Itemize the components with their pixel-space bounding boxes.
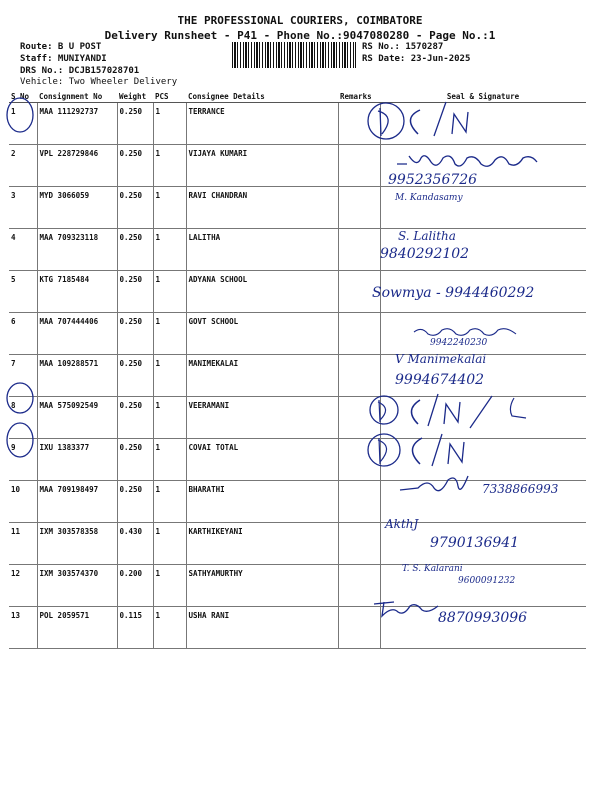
barcode-image (232, 42, 356, 68)
cell-consignment: MYD 3066059 (37, 187, 117, 229)
cell-pcs: 1 (153, 145, 186, 187)
cell-sno: 9 (9, 439, 37, 481)
cell-weight: 0.250 (117, 439, 153, 481)
cell-consignment: IXU 1383377 (37, 439, 117, 481)
row1-signature (362, 96, 492, 146)
cell-pcs: 1 (153, 565, 186, 607)
cell-consignment: MAA 709323118 (37, 229, 117, 271)
row7-phone2-handwritten: 9994674402 (395, 372, 485, 388)
cell-consignment: KTG 7185484 (37, 271, 117, 313)
cell-pcs: 1 (153, 481, 186, 523)
cell-sno: 13 (9, 607, 37, 649)
drs-label: DRS No.: DCJB157028701 (20, 66, 140, 76)
cell-remarks (338, 523, 380, 565)
runsheet-subtitle: Delivery Runsheet - P41 - Phone No.:9047080280 - Page No.:1 (104, 29, 496, 42)
row12-name-handwritten: T. S. Kalarani (402, 564, 463, 574)
cell-weight: 0.250 (117, 481, 153, 523)
cell-pcs: 1 (153, 523, 186, 565)
cell-consignee: SATHYAMURTHY (186, 565, 338, 607)
cell-sno: 2 (9, 145, 37, 187)
cell-weight: 0.250 (117, 271, 153, 313)
row2-signature-scribble (395, 150, 545, 172)
row8-signature (362, 388, 542, 432)
col-header-remarks: Remarks (338, 90, 380, 103)
company-title: THE PROFESSIONAL COURIERS, COIMBATORE (177, 14, 423, 27)
cell-remarks (338, 187, 380, 229)
cell-pcs: 1 (153, 271, 186, 313)
cell-consignee: MANIMEKALAI (186, 355, 338, 397)
vehicle-label: Vehicle: Two Wheeler Delivery (20, 77, 178, 87)
cell-pcs: 1 (153, 439, 186, 481)
cell-consignee: VEERAMANI (186, 397, 338, 439)
cell-sno: 11 (9, 523, 37, 565)
cell-pcs: 1 (153, 397, 186, 439)
row4-name-handwritten: S. Lalitha (398, 229, 456, 243)
rs-no-label: RS No.: 1570287 (362, 42, 444, 52)
cell-consignee: GOVT SCHOOL (186, 313, 338, 355)
row2-phone-handwritten: 9952356726 (388, 172, 478, 188)
cell-weight: 0.250 (117, 187, 153, 229)
cell-consignment: MAA 109288571 (37, 355, 117, 397)
cell-remarks (338, 145, 380, 187)
row11-phone-handwritten: 9790136941 (430, 535, 520, 551)
cell-weight: 0.115 (117, 607, 153, 649)
table-row (9, 229, 586, 271)
table-row (9, 187, 586, 229)
cell-consignee: COVAI TOTAL (186, 439, 338, 481)
cell-sno: 1 (9, 103, 37, 145)
cell-consignment: POL 2059571 (37, 607, 117, 649)
row5-handwritten: Sowmya - 9944460292 (372, 285, 535, 301)
cell-sno: 8 (9, 397, 37, 439)
cell-consignee: KARTHIKEYANI (186, 523, 338, 565)
row3-name-handwritten: M. Kandasamy (395, 193, 463, 203)
table-header-row (9, 90, 586, 103)
staff-label: Staff: MUNIYANDI (20, 54, 107, 64)
row9-signature (362, 428, 482, 472)
cell-consignee: ADYANA SCHOOL (186, 271, 338, 313)
row1-circle-mark (0, 95, 40, 135)
cell-consignee: RAVI CHANDRAN (186, 187, 338, 229)
cell-consignee: LALITHA (186, 229, 338, 271)
cell-consignee: BHARATHI (186, 481, 338, 523)
cell-remarks (338, 481, 380, 523)
cell-sno: 5 (9, 271, 37, 313)
cell-sno: 6 (9, 313, 37, 355)
cell-sno: 10 (9, 481, 37, 523)
col-header-pcs: PCS (153, 90, 186, 103)
cell-pcs: 1 (153, 607, 186, 649)
cell-consignment: VPL 228729846 (37, 145, 117, 187)
cell-weight: 0.250 (117, 229, 153, 271)
row12-phone-handwritten: 9600091232 (458, 576, 516, 586)
row10-phone-handwritten: 7338866993 (482, 482, 559, 496)
table-row (9, 439, 586, 481)
row7-signature-scribble (412, 324, 522, 338)
cell-consignee: TERRANCE (186, 103, 338, 145)
cell-weight: 0.250 (117, 145, 153, 187)
cell-consignment: MAA 111292737 (37, 103, 117, 145)
row10-signature-scribble (398, 470, 478, 500)
cell-pcs: 1 (153, 313, 186, 355)
cell-sno: 4 (9, 229, 37, 271)
cell-weight: 0.200 (117, 565, 153, 607)
cell-pcs: 1 (153, 103, 186, 145)
row13-signature-scribble (372, 598, 442, 618)
cell-consignee: USHA RANI (186, 607, 338, 649)
rs-date-label: RS Date: 23-Jun-2025 (362, 54, 471, 64)
cell-weight: 0.250 (117, 313, 153, 355)
row9-circle-mark (0, 420, 40, 460)
cell-pcs: 1 (153, 229, 186, 271)
cell-weight: 0.250 (117, 103, 153, 145)
cell-weight: 0.250 (117, 397, 153, 439)
cell-consignment: IXM 303574370 (37, 565, 117, 607)
col-header-weight: Weight (117, 90, 153, 103)
route-label: Route: B U POST (20, 42, 102, 52)
row4-phone-handwritten: 9840292102 (380, 246, 470, 262)
runsheet-table (9, 90, 586, 649)
row11-name-handwritten: AkthJ (385, 517, 419, 531)
table-row (9, 103, 586, 145)
col-header-signature: Seal & Signature (380, 90, 586, 103)
cell-consignment: MAA 707444406 (37, 313, 117, 355)
cell-weight: 0.250 (117, 355, 153, 397)
col-header-consignee: Consignee Details (186, 90, 338, 103)
cell-consignment: MAA 575092549 (37, 397, 117, 439)
cell-sno: 3 (9, 187, 37, 229)
cell-weight: 0.430 (117, 523, 153, 565)
cell-remarks (338, 229, 380, 271)
cell-consignment: IXM 303578358 (37, 523, 117, 565)
col-header-consignment: Consignment No (37, 90, 117, 103)
cell-remarks (338, 313, 380, 355)
row13-phone-handwritten: 8870993096 (438, 610, 528, 626)
cell-consignment: MAA 709198497 (37, 481, 117, 523)
row7-phone-handwritten: 9942240230 (430, 338, 488, 348)
cell-pcs: 1 (153, 355, 186, 397)
row8-circle-mark (0, 380, 40, 416)
col-header-sno: S No (9, 90, 37, 103)
row7-name-handwritten: V Manimekalai (395, 352, 487, 366)
cell-sno: 7 (9, 355, 37, 397)
cell-pcs: 1 (153, 187, 186, 229)
cell-consignee: VIJAYA KUMARI (186, 145, 338, 187)
cell-sno: 12 (9, 565, 37, 607)
